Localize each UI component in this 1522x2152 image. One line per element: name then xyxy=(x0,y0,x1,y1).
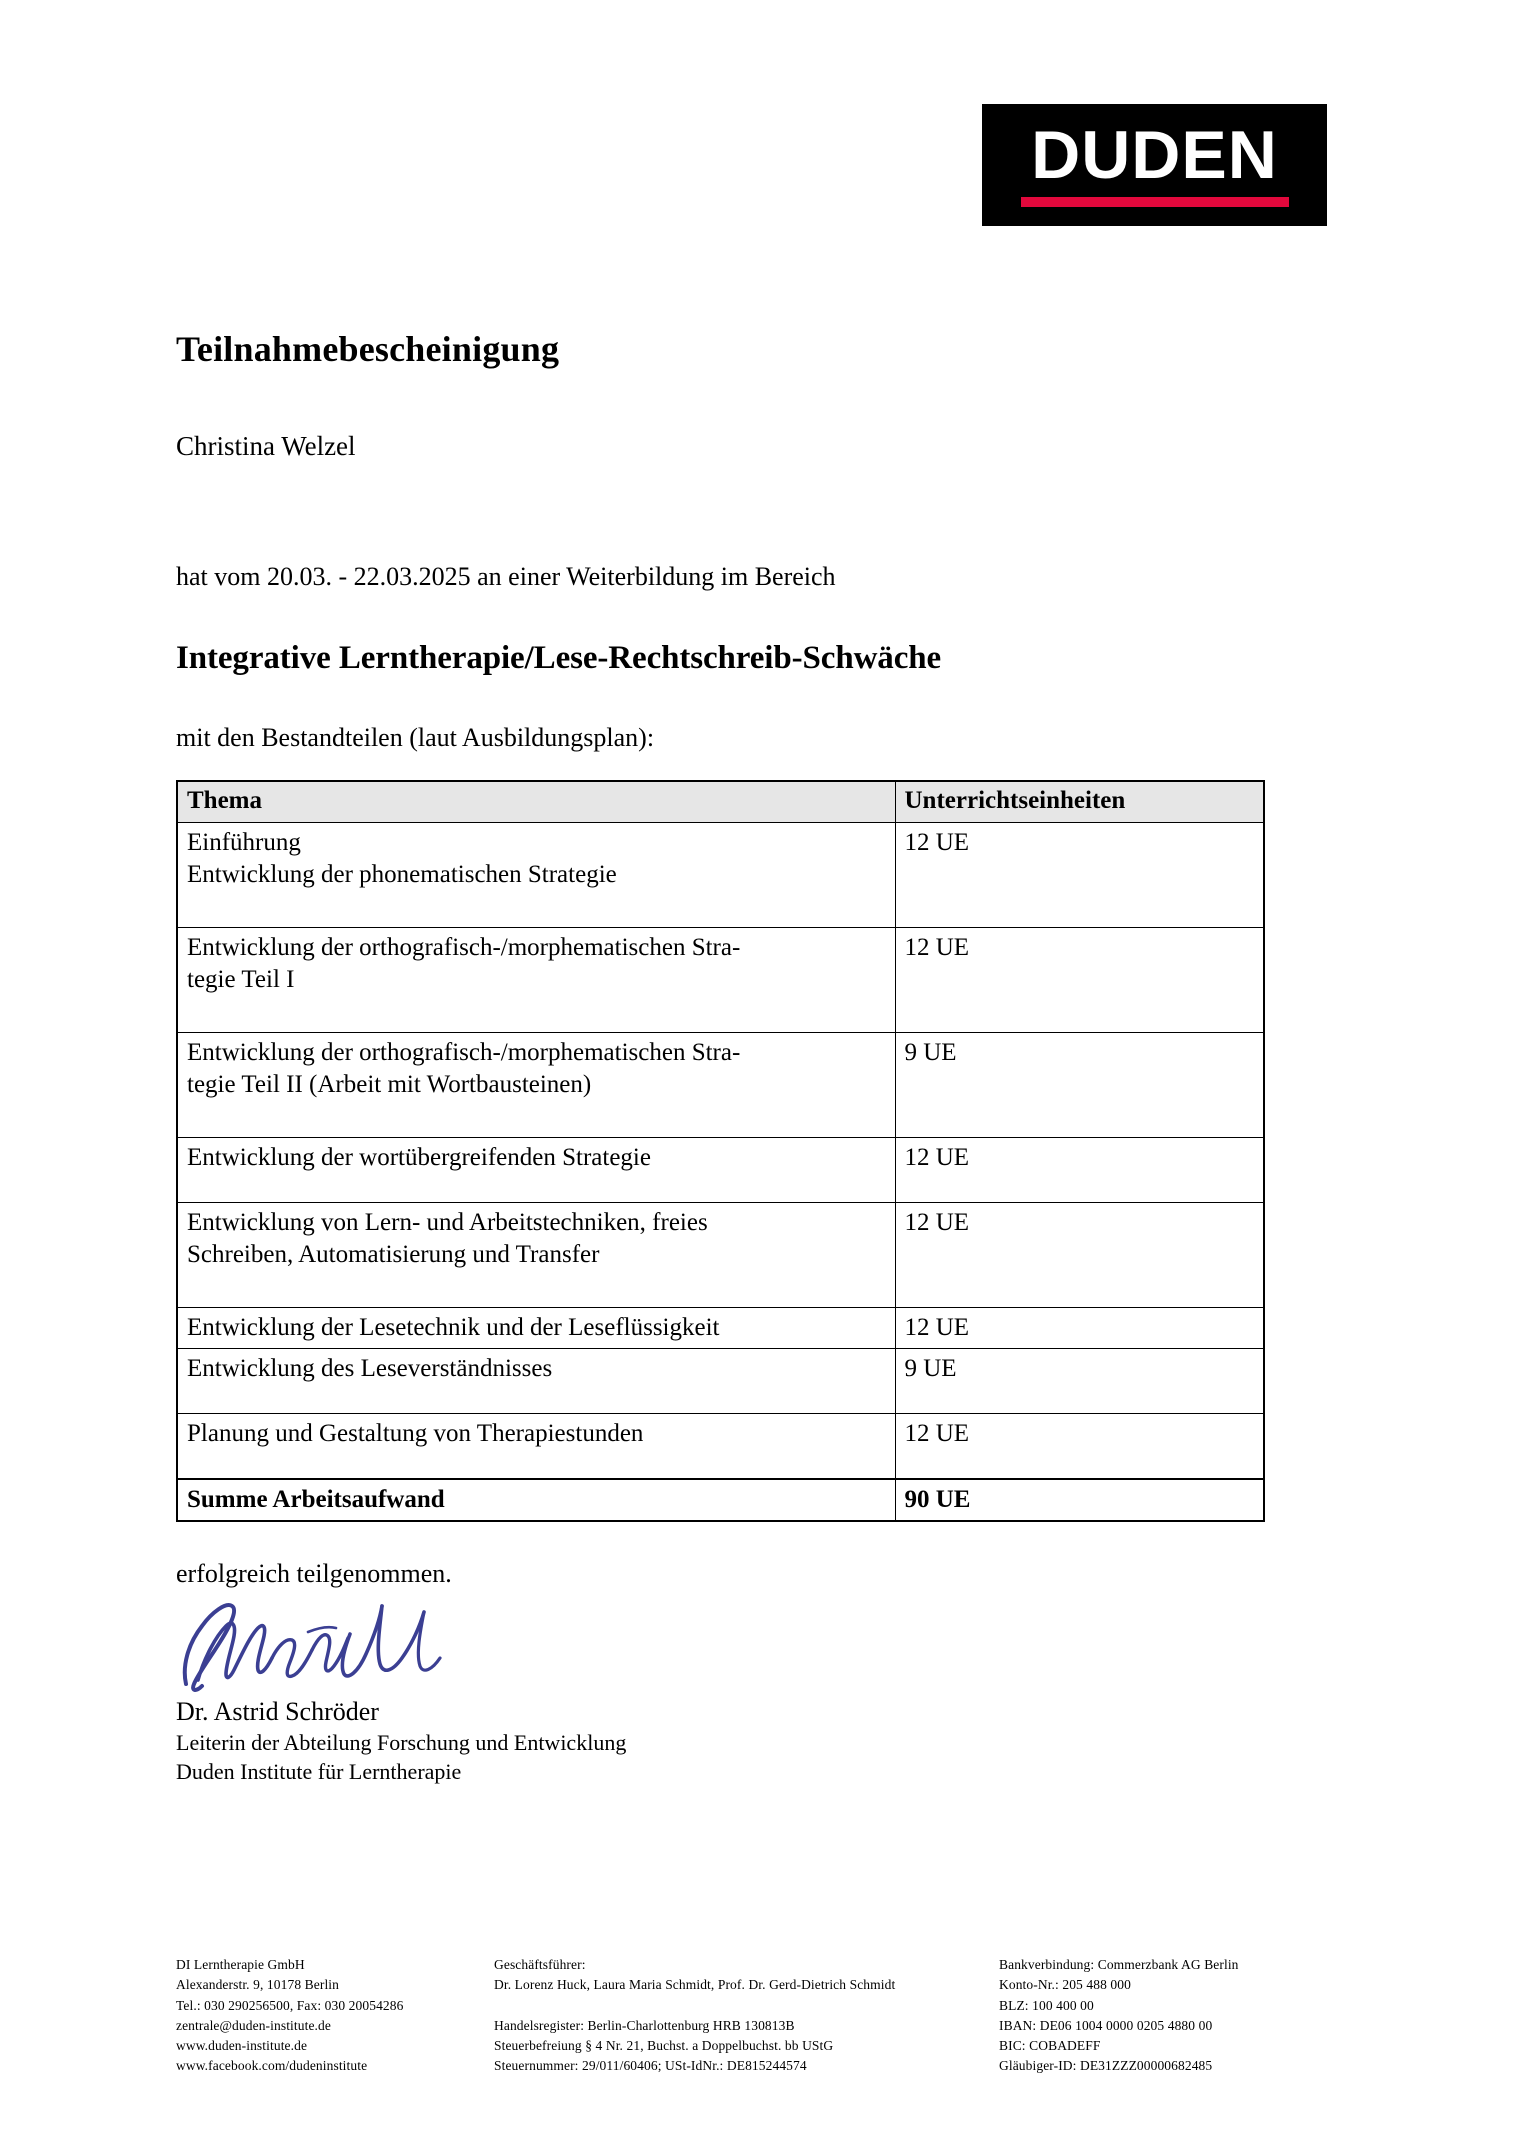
table-header-row xyxy=(177,781,1264,823)
topic-line: Entwicklung der phonematischen Strategie xyxy=(187,861,617,889)
table-body xyxy=(177,823,1264,1522)
cell-topic xyxy=(177,1138,895,1203)
topic-line: Entwicklung der orthografisch-/morphematischen Stra- xyxy=(187,934,741,962)
table-row xyxy=(177,823,1264,928)
table-row xyxy=(177,1033,1264,1138)
topic-line: tegie Teil II (Arbeit mit Wortbausteinen) xyxy=(187,1071,592,1099)
participant-name: Christina Welzel xyxy=(176,430,356,461)
cell-topic xyxy=(177,1203,895,1308)
footer-column-company xyxy=(176,1955,494,2077)
column-header-units: Unterrichtseinheiten xyxy=(895,781,1264,823)
cell-topic xyxy=(177,1414,895,1480)
footer-line-bank: IBAN: DE06 1004 0000 0205 4880 00 xyxy=(999,2017,1213,2033)
cell-units: 12 UE xyxy=(895,1308,1264,1349)
cell-units: 12 UE xyxy=(895,1414,1264,1480)
footer-line-bank: BLZ: 100 400 00 xyxy=(999,1997,1094,2013)
table-row xyxy=(177,1138,1264,1203)
footer-line-management: Dr. Lorenz Huck, Laura Maria Schmidt, Prof. Dr. Gerd-Dietrich Schmidt xyxy=(494,1977,896,1993)
footer-line-registration: Steuerbefreiung § 4 Nr. 21, Buchst. a Doppelbuchst. bb UStG xyxy=(494,2037,834,2053)
cell-topic xyxy=(177,1349,895,1414)
table-header xyxy=(177,781,1264,823)
signer-name: Dr. Astrid Schröder xyxy=(176,1696,379,1726)
footer-line-registration: Handelsregister: Berlin-Charlottenburg HRB 130813B xyxy=(494,2017,795,2033)
footer-line-management: Geschäftsführer: xyxy=(494,1957,586,1972)
cell-topic xyxy=(177,928,895,1033)
column-header-topic: Thema xyxy=(177,781,895,823)
duden-wordmark: DUDEN xyxy=(1031,117,1278,193)
page-title: Teilnahmebescheinigung xyxy=(176,329,560,369)
topic-line: Entwicklung der wortübergreifenden Strategie xyxy=(187,1144,651,1172)
duden-logo-accent-bar xyxy=(1021,197,1289,207)
duden-logo xyxy=(982,104,1327,226)
topic-line: Entwicklung von Lern- und Arbeitstechniken, freies xyxy=(187,1209,708,1237)
cell-topic xyxy=(177,823,895,928)
footer-line-bank: Gläubiger-ID: DE31ZZZ00000682485 xyxy=(999,2058,1213,2074)
cell-units: 9 UE xyxy=(895,1033,1264,1138)
page-footer xyxy=(176,1955,1376,2077)
cell-units: 12 UE xyxy=(895,823,1264,928)
footer-spacer xyxy=(494,1996,999,2016)
cell-units: 12 UE xyxy=(895,928,1264,1033)
topic-line: Planung und Gestaltung von Therapiestunden xyxy=(187,1420,644,1448)
topic-line: tegie Teil I xyxy=(187,966,295,994)
table-row xyxy=(177,1203,1264,1308)
closing-statement: erfolgreich teilgenommen. xyxy=(176,1559,452,1589)
curriculum-table xyxy=(176,780,1265,1523)
footer-column-bank xyxy=(999,1955,1359,2077)
cell-units: 12 UE xyxy=(895,1138,1264,1203)
table-row xyxy=(177,1308,1264,1349)
table-row xyxy=(177,1414,1264,1480)
components-intro: mit den Bestandteilen (laut Ausbildungsplan): xyxy=(176,723,655,753)
certificate-body xyxy=(176,330,1346,1786)
cell-units: 90 UE xyxy=(895,1479,1264,1521)
topic-line: Entwicklung der orthografisch-/morphematischen Stra- xyxy=(187,1039,741,1067)
footer-line-bank: Bankverbindung: Commerzbank AG Berlin xyxy=(999,1957,1239,1972)
signature-image xyxy=(168,1592,1346,1696)
signer-organization: Duden Institute für Lerntherapie xyxy=(176,1759,462,1785)
topic-line: Entwicklung des Leseverständnisses xyxy=(187,1355,553,1383)
footer-line-bank: Konto-Nr.: 205 488 000 xyxy=(999,1977,1131,1993)
topic-line: Summe Arbeitsaufwand xyxy=(187,1486,445,1514)
footer-line-company: DI Lerntherapie GmbH xyxy=(176,1957,305,1972)
cell-topic xyxy=(177,1479,895,1521)
topic-line: Einführung xyxy=(187,829,301,857)
cell-topic xyxy=(177,1308,895,1349)
course-title: Integrative Lerntherapie/Lese-Rechtschreib-Schwäche xyxy=(176,640,942,677)
footer-line-bank: BIC: COBADEFF xyxy=(999,2038,1101,2053)
topic-line: Schreiben, Automatisierung und Transfer xyxy=(187,1241,600,1269)
topic-line: Entwicklung der Lesetechnik und der Leseflüssigkeit xyxy=(187,1314,720,1342)
table-total-row xyxy=(177,1479,1264,1521)
attendance-statement: hat vom 20.03. - 22.03.2025 an einer Weiterbildung im Bereich xyxy=(176,562,836,592)
footer-line-registration: Steuernummer: 29/011/60406; USt-IdNr.: DE815244574 xyxy=(494,2058,807,2073)
footer-line-company: Tel.: 030 290256500, Fax: 030 20054286 xyxy=(176,1997,404,2013)
footer-line-company: www.facebook.com/dudeninstitute xyxy=(176,2058,368,2074)
table-row xyxy=(177,928,1264,1033)
footer-line-company: www.duden-institute.de xyxy=(176,2038,308,2053)
footer-column-legal xyxy=(494,1955,999,2077)
footer-line-company: Alexanderstr. 9, 10178 Berlin xyxy=(176,1977,339,1993)
footer-line-company: zentrale@duden-institute.de xyxy=(176,2017,331,2033)
cell-units: 9 UE xyxy=(895,1349,1264,1414)
table-row xyxy=(177,1349,1264,1414)
signer-role: Leiterin der Abteilung Forschung und Entwicklung xyxy=(176,1730,627,1756)
cell-units: 12 UE xyxy=(895,1203,1264,1308)
cell-topic xyxy=(177,1033,895,1138)
